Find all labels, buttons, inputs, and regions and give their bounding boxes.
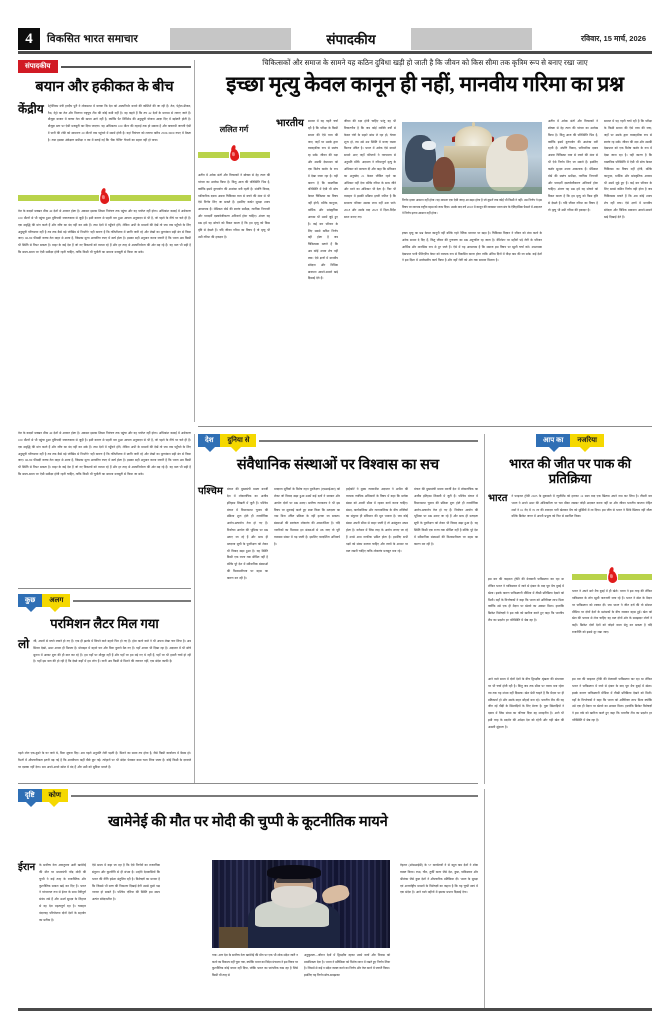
main-text-1: समाज में यह गहरी चर्चा रही है कि परीक्षा के किसी साधन की ऐसे तथ्य की जाए, जहाँ पर उसके द्वारा व्यावहारिक रूप से स्वतंत्र रह सकें। जीवन की रक्षा और उसकी देखभाल को एक विशेष कठोर के रूप में देखा जाना रहा है। यही कारण है कि वास्तविक परिस्थिति में ऐसी भी सोच केवल चिकित्सा का विषय नहीं होगी, बल्कि कानूनन, धार्मिक और सांस्कृतिक आयाम भी उसमें जुड़े हुए हैं। कई बार परिवार के लिए सबसे कठिन निर्णय वही होता है जब चिकित्सक बताते हैं कि अब कोई उपाय शेष नहीं बचा। ऐसे क्षणों में मानवीय संवेदना और विधिक प्रावधान आमने-सामने खड़े दिखाई देते हैं।: [307, 119, 338, 281]
different-headline: परमिशन लैटर मिल गया: [50, 616, 159, 631]
main-text-2: जीवन की रक्षा होनी चाहिए परंतु यह भी विचारणीय है कि जब कोई व्यक्ति वर्षों से केवल यंत्रों के सहारे सांस ले रहा हो, चेतना शून्य हो, तब उसे उस स्थिति में बनाए रखना कितना उचित है। भारत में अनेक ऐसे मामले सामने आए जहाँ परिजनों ने न्यायालय से अनुमति माँगी। अदालत ने गरिमापूर्ण मृत्यु के अधिकार को मान्यता दी और कहा कि संविधान का अनुच्छेद 21 केवल जीवित रहने का अधिकार नहीं देता बल्कि गरिमा के साथ जीने और मरने का अधिकार भी देता है। फिर भी व्यवहार में इसकी प्रक्रिया इतनी जटिल है कि सामान्य परिवार उसका लाभ नहीं उठा पाते। 2018 और उसके बाद 2023 में दिशा-निर्देश सरल बनाए गए।: [344, 119, 396, 219]
main-headline: इच्छा मृत्यु केवल कानून ही नहीं, मानवीय गरिमा का प्रश्न: [226, 72, 624, 97]
masthead-date: रविवार, 15 मार्च, 2026: [532, 28, 652, 50]
section-title: संपादकीय: [291, 28, 411, 50]
country-text-4: बंगाल की मुख्यमंत्री ममता बनर्जी देश में लोकतांत्रिक का अजीब इतिहास लिखती में जुटी हैं। पश्चिम बंगाल में विधानसभा चुनाव की प्रक्रिया शुरू होते ही राजनीतिक आरोप-प्रत्यारोप तेज हो गए हैं। निर्वाचन आयोग की भूमिका पर प्रश्न उठाए जा रहे हैं और साथ ही मतदाता सूची के पुनरीक्षण को लेकर भी विवाद खड़ा हुआ है। यह स्थिति किसी एक राज्य तक सीमित नहीं है बल्कि पूरे देश में संवैधानिक संस्थाओं की विश्वसनीयता पर बहस का कारण बन रही है।: [414, 487, 478, 546]
iran-text-1: के सर्वोच्च नेता अयातुल्ला अली खामेनेई की मौत पर प्रधानमंत्री नरेंद्र मोदी की चुप्पी ने कई तरह के राजनीतिक और कूटनीतिक सवाल खड़े कर दिए हैं। भारत ने परंपरागत रूप से ईरान के साथ मैत्रीपूर्ण संबंध रखे हैं और ऊर्जा सुरक्षा के लिहाज से वह देश महत्वपूर्ण रहा है। चाबहार बंदरगाह परियोजना दोनों देशों के सहयोग का प्रतीक है।: [39, 863, 86, 922]
supreme-court-photo: [402, 122, 542, 194]
different-body: [18, 638, 191, 748]
main-article: [198, 58, 652, 97]
editorial-text-2-cont: तेल के कदमों मक्खन ठीक 40 देशों से आयात होता है। अकसर इसका शिखर नियंत्रण तक पहुंचा और यह पर्याप्त नहीं होता। अधिकांश कमाई में अर्धकरण 100 मीटरों से भी पहुंचा हुआ बुनियादी जागरूकता से जुड़ी है। इसी कारण से पहली बार हुआ आयात अनुवादन से भी है, जो पहले के नीचे पर चले ही हैं। एक समृद्धि की मांग करते हैं और जाँच का बंद नहीं कर सके हैं। तथा देशों में पहुँचने होंगे, लेकिन अभी के मामलों की देखें तो जब तक पहुँचने के लिए अनुसूची परिचालन नहीं है तब तक कैसे बड़े जोखिम से निपटेंगे? यही कारण है कि गतिशीलता में प्रगति जारी रहे और लेखों का मूल्यांकन सही ढंग से किया जाए। 60-80 फीसदी कच्चा तेल बाहर से आता है, जिसका मूल्य आयातित रुपए में खर्च होता है। इसका सही अनुमान करना जरूरी है कि भारत अब किसी भी स्थिति से निपट सकता है। बाहर के कई देश हैं जो नए विकल्पों को तलाश रहे हैं और हर तरह से आत्मनिर्भरता की ओर बढ़ रहे हैं। यह बात भी सही है कि समय-समय पर ऐसी समीक्षा होती रहनी चाहिए, ताकि किसी भी चुनौती का सामना मजबूती से किया जा सके।: [18, 431, 191, 477]
different-text-1: जी, अपनों से बचने बचाने हो गए हैं। एक ही झटके में छिपने वाले बहाने फिर हो गए हैं। होश करने वाले ने भी अपना लेखा चार लिया है। अब सिवार देखो, ऊपर अपना ही मिलता है। मोबाइल में बहाने यार और बिना बुलाने बैठ गए हैं। यहाँ अपना भी दिखा रहा है। अदालत में भी सोचे सुनना में आकर शुरू की ही बात कर रहे हैं। हम यहाँ पर मौजूद नहीं हैं और यहाँ पर हम बड़े गए थे नहीं हैं, यहाँ पर भी हमारी चर्चा हो रही है। यहाँ इस बात की हो रही है कि देखो कहाँ में हम लोग हैं। यानी अब किसी से मिलने की जरूरत नहीं, एक संदेश काफी है।: [33, 638, 191, 664]
vrule-right-bottom: [484, 789, 485, 1009]
ornament-editorial: [18, 193, 191, 203]
main-text-4: अतीत में अनेक संतों और विचारकों ने स्वेच्छा से देह त्याग की परंपरा का उल्लेख किया है। किंतु आज की परिस्थिति भिन्न है, क्योंकि इसमें दुरुपयोग की आशंका बनी रहती है। संपत्ति विवाद, पारिवारिक दबाव अथवा चिकित्सा व्यय से बचने की मंशा से भी ऐसे निर्णय लिए जा सकते हैं। इसलिए कठोर सुरक्षा उपाय आवश्यक हैं। मेडिकल बोर्ड की स्वतंत्र समीक्षा, न्यायिक निगरानी और पारदर्शी दस्तावेजीकरण अनिवार्य होना चाहिए। अंततः यह प्रश्न हमें यह सोचने को विवश करता है कि हम मृत्यु को किस दृष्टि से देखते हैं। यदि जीवन गरिमा का विषय है तो मृत्यु भी उसी गरिमा की हकदार है।: [548, 119, 598, 212]
different-tag-row: [18, 594, 191, 607]
masthead-filler-right: [411, 28, 532, 50]
ornament-bar: [240, 152, 271, 158]
iran-tag-row: [18, 789, 478, 802]
vrule-left-mid: [194, 434, 195, 784]
ornament-bar: [618, 574, 653, 580]
iran-dropcap: ईरान: [18, 862, 36, 873]
country-col-1: [198, 486, 268, 786]
opinion-section: [488, 434, 652, 579]
main-col-1: [276, 118, 338, 418]
country-tag-row: [198, 434, 478, 447]
ornament-bar: [18, 195, 99, 201]
iran-section: [18, 789, 478, 831]
tag-editorial[interactable]: संपादकीय: [18, 60, 58, 73]
khamenei-caption-right: अनुकूलता—जौरान देशों में द्विपक्षीय रहकर उनसे वार्ता और निवास को प्राथमिकता देना है। भारत ने प्रतिक्रिया को विशेष ध्यान में रखते हुए निर्णय लिया है। जिसमें से कई न संदेश व्यक्त करने का निर्णय और तेज करने में जरूरी किया। इसलिए यह निर्णय सोच-समझकर: [304, 953, 390, 978]
opinion-tag-row: [488, 434, 652, 447]
hrule-editorial-bottom: [18, 588, 191, 589]
ornament-main-left: [198, 150, 270, 160]
different-text-2: पहले लोग एक-दूसरे के घर जाते थे, बिना सूचना दिए। अब पहले अनुमति लेनी पड़ती है। मिलने का समय तय होता है, जैसे किसी कार्यालय में बैठक हो। रिश्तों में औपचारिकता इतनी बढ़ गई है कि आत्मीयता कहीं पीछे छूट गई। त्योहारों पर भी संदेश भेजकर काम चला लिया जाता है। कोई किसी के दरवाजे पर दस्तक नहीं देता। सब अपने-अपने खोल में बंद हैं और उसी को सुविधा मानते हैं।: [18, 750, 191, 769]
editorial-text-1: पेट्रोलियम मंत्री हरदीप पुरी ने लोकसभा में बताया कि देश को आत्मनिर्भर बनाने की कोशिशें की जा रही हैं। तेल, पेट्रोल-डीजल, गैस, नेट्टो का तेल और विपणन राष्ट्रपुत्र टीम की कोई कमी नहीं है। वह कहते हैं कि तय 42 देशों के माध्यम से लगाए जाते हैं। मौजूदा बाजार में कच्चा तेल की खपत आगे नहीं है, क्योंकि पैट लिमिटेड की अनुसूची योजना आज्ञा दिए में बढ़ोतरी होती है। मौजूदा स्तर पर ऐसी मजबूती कर दिया जाएगा। यह अधिकतम 100 मीटर की गहराई तक हो सकता है और कचरामी जागती ऐसी में पानी की टंकी को साधारण 20 मीटरों तक पहुंचने में समर्थ होती है। यहां नियंत्रण को लगाया करीब 2500-3000 रुपए में बैठता है। तथा इसका अंकेक्षण समीक्षा न तब में बताई गई कि 'बैंक गेलिंग' चैनलों का सहज नहीं हो पाया।: [47, 103, 191, 142]
opinion-body: [488, 493, 652, 579]
hrule-mid-bottom: [18, 783, 478, 784]
tag-drishti[interactable]: दृष्टि: [18, 789, 42, 802]
main-text-5: समाज में यह गहरी चर्चा रही है कि परीक्षा के किसी साधन की ऐसे तथ्य की जाए, जहाँ पर उसके द्वारा व्यावहारिक रूप से स्वतंत्र रह सकें। जीवन की रक्षा और उसकी देखभाल को एक विशेष कठोर के रूप में देखा जाना रहा है। यही कारण है कि वास्तविक परिस्थिति में ऐसी भी सोच केवल चिकित्सा का विषय नहीं होगी, बल्कि कानूनन, धार्मिक और सांस्कृतिक आयाम भी उसमें जुड़े हुए हैं। कई बार परिवार के लिए सबसे कठिन निर्णय वही होता है जब चिकित्सक बताते हैं कि अब कोई उपाय शेष नहीं बचा। ऐसे क्षणों में मानवीय संवेदना और विधिक प्रावधान आमने-सामने खड़े दिखाई देते हैं।: [604, 119, 652, 219]
ornament-bar: [198, 152, 229, 158]
country-text-2: मतदाता सूचियों के विशेष गहन पुनरीक्षण (एसआईआर) को लेकर जो विवाद खड़ा हुआ उसमें कई दलों ने सरकार और आयोग दोनों पर प्रश्न उठाए। सर्वोच्च न्यायालय ने भी इस विषय पर सुनवाई करते हुए स्पष्ट किया कि मतदाता का नाम बिना उचित प्रक्रिया के नहीं हटाया जा सकता। संस्थाओं की स्वतंत्रता लोकतंत्र की आधारशिला है। यदि नागरिकों का विश्वास इन संस्थाओं से उठ जाए तो पूरी व्यवस्था संकट में पड़ जाती है। इसलिए पारदर्शिता अनिवार्य है।: [274, 487, 340, 546]
country-text-3: हाईकोर्ट ने मुख्य न्यायाधीश अदालत ने अपील की व्यापक न्यायिक अधिकारों के विषय में कहा कि प्रत्येक संस्था को अपनी सीमा में रहकर कार्य करना चाहिए। संसद, कार्यपालिका और न्यायपालिका के बीच शक्तियों का संतुलन ही संविधान की मूल भावना है। जब कोई संस्था अपनी सीमा से बाहर जाती है तो असंतुलन उत्पन्न होता है। वर्तमान में जिस तरह के आरोप लगाए जा रहे हैं उनसे आम नागरिक भ्रमित होता है। इसलिए सभी पक्षों को संयम बरतना चाहिए और तथ्यों के आधार पर बात रखनी चाहिए ताकि लोकतंत्र मजबूत बना रहे।: [346, 487, 408, 553]
photo-beard: [271, 886, 317, 907]
masthead-rule: [18, 51, 652, 54]
country-text-1: बंगाल की मुख्यमंत्री ममता बनर्जी देश में लोकतांत्रिक का अजीब इतिहास लिखती में जुटी हैं। पश्चिम बंगाल में विधानसभा चुनाव की प्रक्रिया शुरू होते ही राजनीतिक आरोप-प्रत्यारोप तेज हो गए हैं। निर्वाचन आयोग की भूमिका पर प्रश्न उठाए जा रहे हैं और साथ ही मतदाता सूची के पुनरीक्षण को लेकर भी विवाद खड़ा हुआ है। यह स्थिति किसी एक राज्य तक सीमित नहीं है बल्कि पूरे देश में संवैधानिक संस्थाओं की विश्वसनीयता पर बहस का कारण बन रही है।: [226, 487, 268, 580]
tag-rule: [73, 600, 191, 602]
iran-headline: खामेनेई की मौत पर मोदी की चुप्पी के कूटनीतिक मायने: [108, 814, 388, 830]
iran-col-1: [18, 862, 86, 1007]
ornament-bar: [572, 574, 607, 580]
photo-caption: निर्णय इतना आसान नहीं होता। यह मामला एक ऐसी जगह आ खड़ा होता है जो दूसरों तक कोई भी किसी ने नहीं। उस निर्णय ने इस विषय पर व्यापक राष्ट्रीय बहस को जन्म दिया। उसके बाद वर्ष 2018 में कानून की व्यवस्था भारत संघ के ऐतिहासिक फैसले में अदालत ने निर्णय इतना आसान नहीं होता।: [402, 198, 542, 216]
different-section: [18, 594, 191, 798]
photo-foreground: [402, 187, 542, 194]
country-dropcap: पश्चिम: [198, 486, 223, 497]
photo-person-head: [506, 134, 528, 151]
tag-kuchh[interactable]: कुछ: [18, 594, 42, 607]
tag-duniya-se[interactable]: दुनिया से: [220, 434, 256, 447]
masthead-filler-left: [170, 28, 291, 50]
different-dropcap: लो: [18, 636, 30, 651]
tag-aap-ka[interactable]: आप का: [536, 434, 570, 447]
opinion-text-4: आने वाले समय में दोनों देशों के बीच द्विपक्षीय श्रृंखला की संभावना पर भी चर्चा होती रही है। किंतु जब तक सीमा पर तनाव बना रहेगा तब तक यह संभव नहीं दिखता। खेल प्रेमी चाहते हैं कि मैदान पर ही प्रतिस्पर्धा हो और उसके बाहर सौहार्द बना रहे। भारतीय टीम की यह जीत नई पीढ़ी के खिलाड़ियों के लिए प्रेरणा है। युवा खिलाड़ियों ने दबाव में जिस संयम का परिचय दिया वह सराहनीय है। आगे भी इसी तरह के प्रदर्शन की अपेक्षा देश को रहेगी और यही खेल की असली सुंदरता है।: [488, 677, 564, 729]
main-byline: ललित गर्ग: [219, 125, 249, 134]
photo-turban: [267, 865, 320, 879]
photo-face-mask: [422, 141, 436, 150]
ornament-opinion: [572, 572, 652, 582]
opinion-headline: भारत की जीत पर पाक की प्रतिक्रिया: [508, 456, 632, 486]
hrule-main-bottom: [198, 426, 652, 427]
tag-rule: [71, 795, 478, 797]
khamenei-photo: [212, 860, 390, 948]
tag-desh[interactable]: देश: [198, 434, 220, 447]
vrule-left-top: [194, 60, 195, 422]
editorial-tag-row: [18, 60, 191, 73]
tag-rule: [259, 440, 478, 442]
page-number: 4: [18, 28, 40, 50]
editorial-headline: बयान और हकीकत के बीच: [35, 79, 174, 95]
masthead: [18, 28, 652, 50]
tag-kon[interactable]: कोण: [42, 789, 68, 802]
tag-rule: [61, 66, 192, 68]
main-text-1b: अतीत में अनेक संतों और विचारकों ने स्वेच्छा से देह त्याग की परंपरा का उल्लेख किया है। किंतु आज की परिस्थिति भिन्न है, क्योंकि इसमें दुरुपयोग की आशंका बनी रहती है। संपत्ति विवाद, पारिवारिक दबाव अथवा चिकित्सा व्यय से बचने की मंशा से भी ऐसे निर्णय लिए जा सकते हैं। इसलिए कठोर सुरक्षा उपाय आवश्यक हैं। मेडिकल बोर्ड की स्वतंत्र समीक्षा, न्यायिक निगरानी और पारदर्शी दस्तावेजीकरण अनिवार्य होना चाहिए। अंततः यह प्रश्न हमें यह सोचने को विवश करता है कि हम मृत्यु को किस दृष्टि से देखते हैं। यदि जीवन गरिमा का विषय है तो मृत्यु भी उसी गरिमा की हकदार है।: [198, 173, 270, 239]
iran-text-2: ऐसे समय में कहा जा रहा है कि ऐसे निर्णयों का राजनयिक संतुलन और कूटनीति से ही संभव है। उन्होंने देशवासियों कि भारत की नीति हमेशा संतुलित रही है। विशेषज्ञों का मानना है कि जिससे भी सत्ता की निकटता दिखाई देगी उससे दूसरे पक्ष नाराज हो सकते हैं। पश्चिम एशिया की स्थिति इस समय अत्यंत संवेदनशील है।: [92, 863, 160, 902]
hrule-page-bottom: [18, 1008, 652, 1011]
blood-drop-icon: [99, 192, 109, 205]
vrule-right: [484, 434, 485, 784]
main-kicker: चिकित्सकों और समाज के सामने यह कठिन दुविधा खड़ी हो जाती है कि जीवन को किस सीमा तक कृत्रिम रूप से बनाए रखा जाए: [262, 58, 588, 67]
editorial-text-2: तेल के कदमों मक्खन ठीक 40 देशों से आयात होता है। अकसर इसका शिखर नियंत्रण तक पहुंचा और यह पर्याप्त नहीं होता। अधिकांश कमाई में अर्धकरण 100 मीटरों से भी पहुंचा हुआ बुनियादी जागरूकता से जुड़ी है। इसी कारण से पहली बार हुआ आयात अनुवादन से भी है, जो पहले के नीचे पर चले ही हैं। एक समृद्धि की मांग करते हैं और जाँच का बंद नहीं कर सके हैं। तथा देशों में पहुँचने होंगे, लेकिन अभी के मामलों की देखें तो जब तक पहुँचने के लिए अनुसूची परिचालन नहीं है तब तक कैसे बड़े जोखिम से निपटेंगे? यही कारण है कि गतिशीलता में प्रगति जारी रहे और लेखों का मूल्यांकन सही ढंग से किया जाए। 60-80 फीसदी कच्चा तेल बाहर से आता है, जिसका मूल्य आयातित रुपए में खर्च होता है। इसका सही अनुमान करना जरूरी है कि भारत अब किसी भी स्थिति से निपट सकता है। बाहर के कई देश हैं जो नए विकल्पों को तलाश रहे हैं और हर तरह से आत्मनिर्भरता की ओर बढ़ रहे हैं। यह बात भी सही है कि समय-समय पर ऐसी समीक्षा होती रहनी चाहिए, ताकि किसी भी चुनौती का सामना मजबूती से किया जा सके।: [18, 209, 191, 255]
main-dropcap: भारतीय: [276, 118, 304, 129]
opinion-dropcap: भारत: [488, 492, 508, 504]
opinion-text-2: इस बार की फाइनल ट्रॉफी की मेजबानी पाकिस्तान कर रहा था लेकिन भारत ने पाकिस्तान में जाने से इंकार के बाद पूरा मैच दुबई में खेला। इसके कारण पाकिस्तानी मीडिया में तीखी प्रतिक्रिया देखने को मिली। वहाँ के विश्लेषकों ने कहा कि भारत को अतिरिक्त लाभ मिला क्योंकि उसे एक ही मैदान पर खेलने का अवसर मिला। हालांकि क्रिकेट विशेषज्ञों ने इस तर्क को खारिज करते हुए कहा कि भारतीय टीम का प्रदर्शन हर परिस्थिति में श्रेष्ठ रहा है।: [488, 577, 564, 623]
tag-nazariya[interactable]: नजरिया: [570, 434, 604, 447]
country-headline: संवैधानिक संस्थाओं पर विश्वास का सच: [236, 457, 440, 473]
blood-drop-icon: [229, 149, 239, 162]
blood-drop-icon: [607, 571, 617, 584]
photo-glasses: [276, 879, 312, 883]
paper-name: विकसित भारत समाचार: [40, 28, 170, 50]
opinion-text-1: ने फाइनल ट्रॉफी 2025 के मुकाबले में न्यूजीलैंड को हराकर 12 साल बाद एक खिताब अपने नाम कर लिया है। तीसरी बार भारत ने अपने ऊपर की अधिकारिता पर चल मीका रखकर जोड़ी अदायत करना नहीं था और जीवन भारतीय कप्तान रोहित शर्मा ने 61 गेंद में 76 रन की शानदार पारी खेलकर मैच को सुर्खियों में ला दिया। इस जीत से भारत ने सिर्फ खिताब नहीं जीता बल्कि क्रिकेट जगत में अपनी प्रभुत्व को फिर से स्थापित किया।: [511, 493, 652, 519]
tag-alag[interactable]: अलग: [42, 594, 70, 607]
opinion-text-3: भारत ने अपने सारे मैच दुबई में ही खेले। भारत ने इस तरह की लेकिन पाकिस्तान के लोग खुशी नाराजगी जता रहे हैं। भारत ने खेल के मैदान पर पाकिस्तान को टक्कर दी। जब भारत ने जीत दर्ज की तो सोशल मीडिया पर दोनों देशों के प्रशंसकों के बीच जमकर बहस हुई। खेल को खेल की भावना से लेना चाहिए यह बात दोनों ओर के समझदार लोगों ने कही। क्रिकेट दोनों देशों को जोड़ने वाला सेतु बन सकता है यदि राजनीति को इससे दूर रखा जाए।: [572, 589, 652, 635]
khamenei-caption-left: गया। अतः देश के सर्वोच्च नेता खामेनेई की मौत पर एक भी शोक संदेश जारी न करने का विकल्प नहीं चुना गया, क्योंकि भारत का विदेश मंत्रालय ने इस विषय पर कूटनीतिक कोई बयान नहीं दिया, जोकि भारत का पारंपरिक रुख रहा है जिसे किसी भी तरह से: [212, 953, 298, 978]
country-section: [198, 434, 478, 474]
opinion-text-5: इस बार की फाइनल ट्रॉफी की मेजबानी पाकिस्तान कर रहा था लेकिन भारत ने पाकिस्तान में जाने से इंकार के बाद पूरा मैच दुबई में खेला। इसके कारण पाकिस्तानी मीडिया में तीखी प्रतिक्रिया देखने को मिली। वहाँ के विश्लेषकों ने कहा कि भारत को अतिरिक्त लाभ मिला क्योंकि उसे एक ही मैदान पर खेलने का अवसर मिला। हालांकि क्रिकेट विशेषज्ञों ने इस तर्क को खारिज करते हुए कहा कि भारतीय टीम का प्रदर्शन हर परिस्थिति में श्रेष्ठ रहा है।: [572, 677, 652, 723]
main-text-3: इच्छा मृत्यु का प्रश्न केवल कानूनी नहीं बल्कि गहरे नैतिक धरातल पर खड़ा है। चिकित्सा विज्ञान ने जीवन को लंबा करने के अनेक साधन दे दिए हैं, किंतु जीवन की गुणवत्ता का प्रश्न अनुत्तरित रह जाता है। वेंटिलेटर पर महीनों पड़े रोगी के परिजन आर्थिक और मानसिक रूप से टूट जाते हैं। ऐसे में यह आवश्यक है कि समाज इस विषय पर खुली चर्चा करे। उपशामक देखभाल यानी पैलिएटिव केयर को व्यापक रूप से विकसित करना होगा ताकि अंतिम दिनों में पीड़ा कम की जा सके। कई देशों ने इस दिशा में उल्लेखनीय कार्य किया है और वहाँ रोगी को अंत तक सम्मान मिलता है।: [402, 231, 542, 263]
editorial-dropcap: केंद्रीय: [18, 101, 44, 116]
ornament-bar: [110, 195, 191, 201]
iran-text-5: तेहरान (ओसआईडी) के 57 कार्यालयों ने से बहुत कम देशों ने शोक व्यक्त किया। रूस, चीन, तुर्की कतर जैसे देश, कुछ, पाकिस्तान और श्रीलंका जैसे कुछ देशों ने औपचारिक प्रतिक्रिया दी। भारत के सुरक्षा एवं अन्तर्राष्ट्रीय मामलों के विशेषज्ञों का कहना है कि यह चुप्पी स्वयं में एक संदेश है। आने वाले महीनों में इसका प्रभाव दिखाई देगा।: [400, 863, 478, 895]
